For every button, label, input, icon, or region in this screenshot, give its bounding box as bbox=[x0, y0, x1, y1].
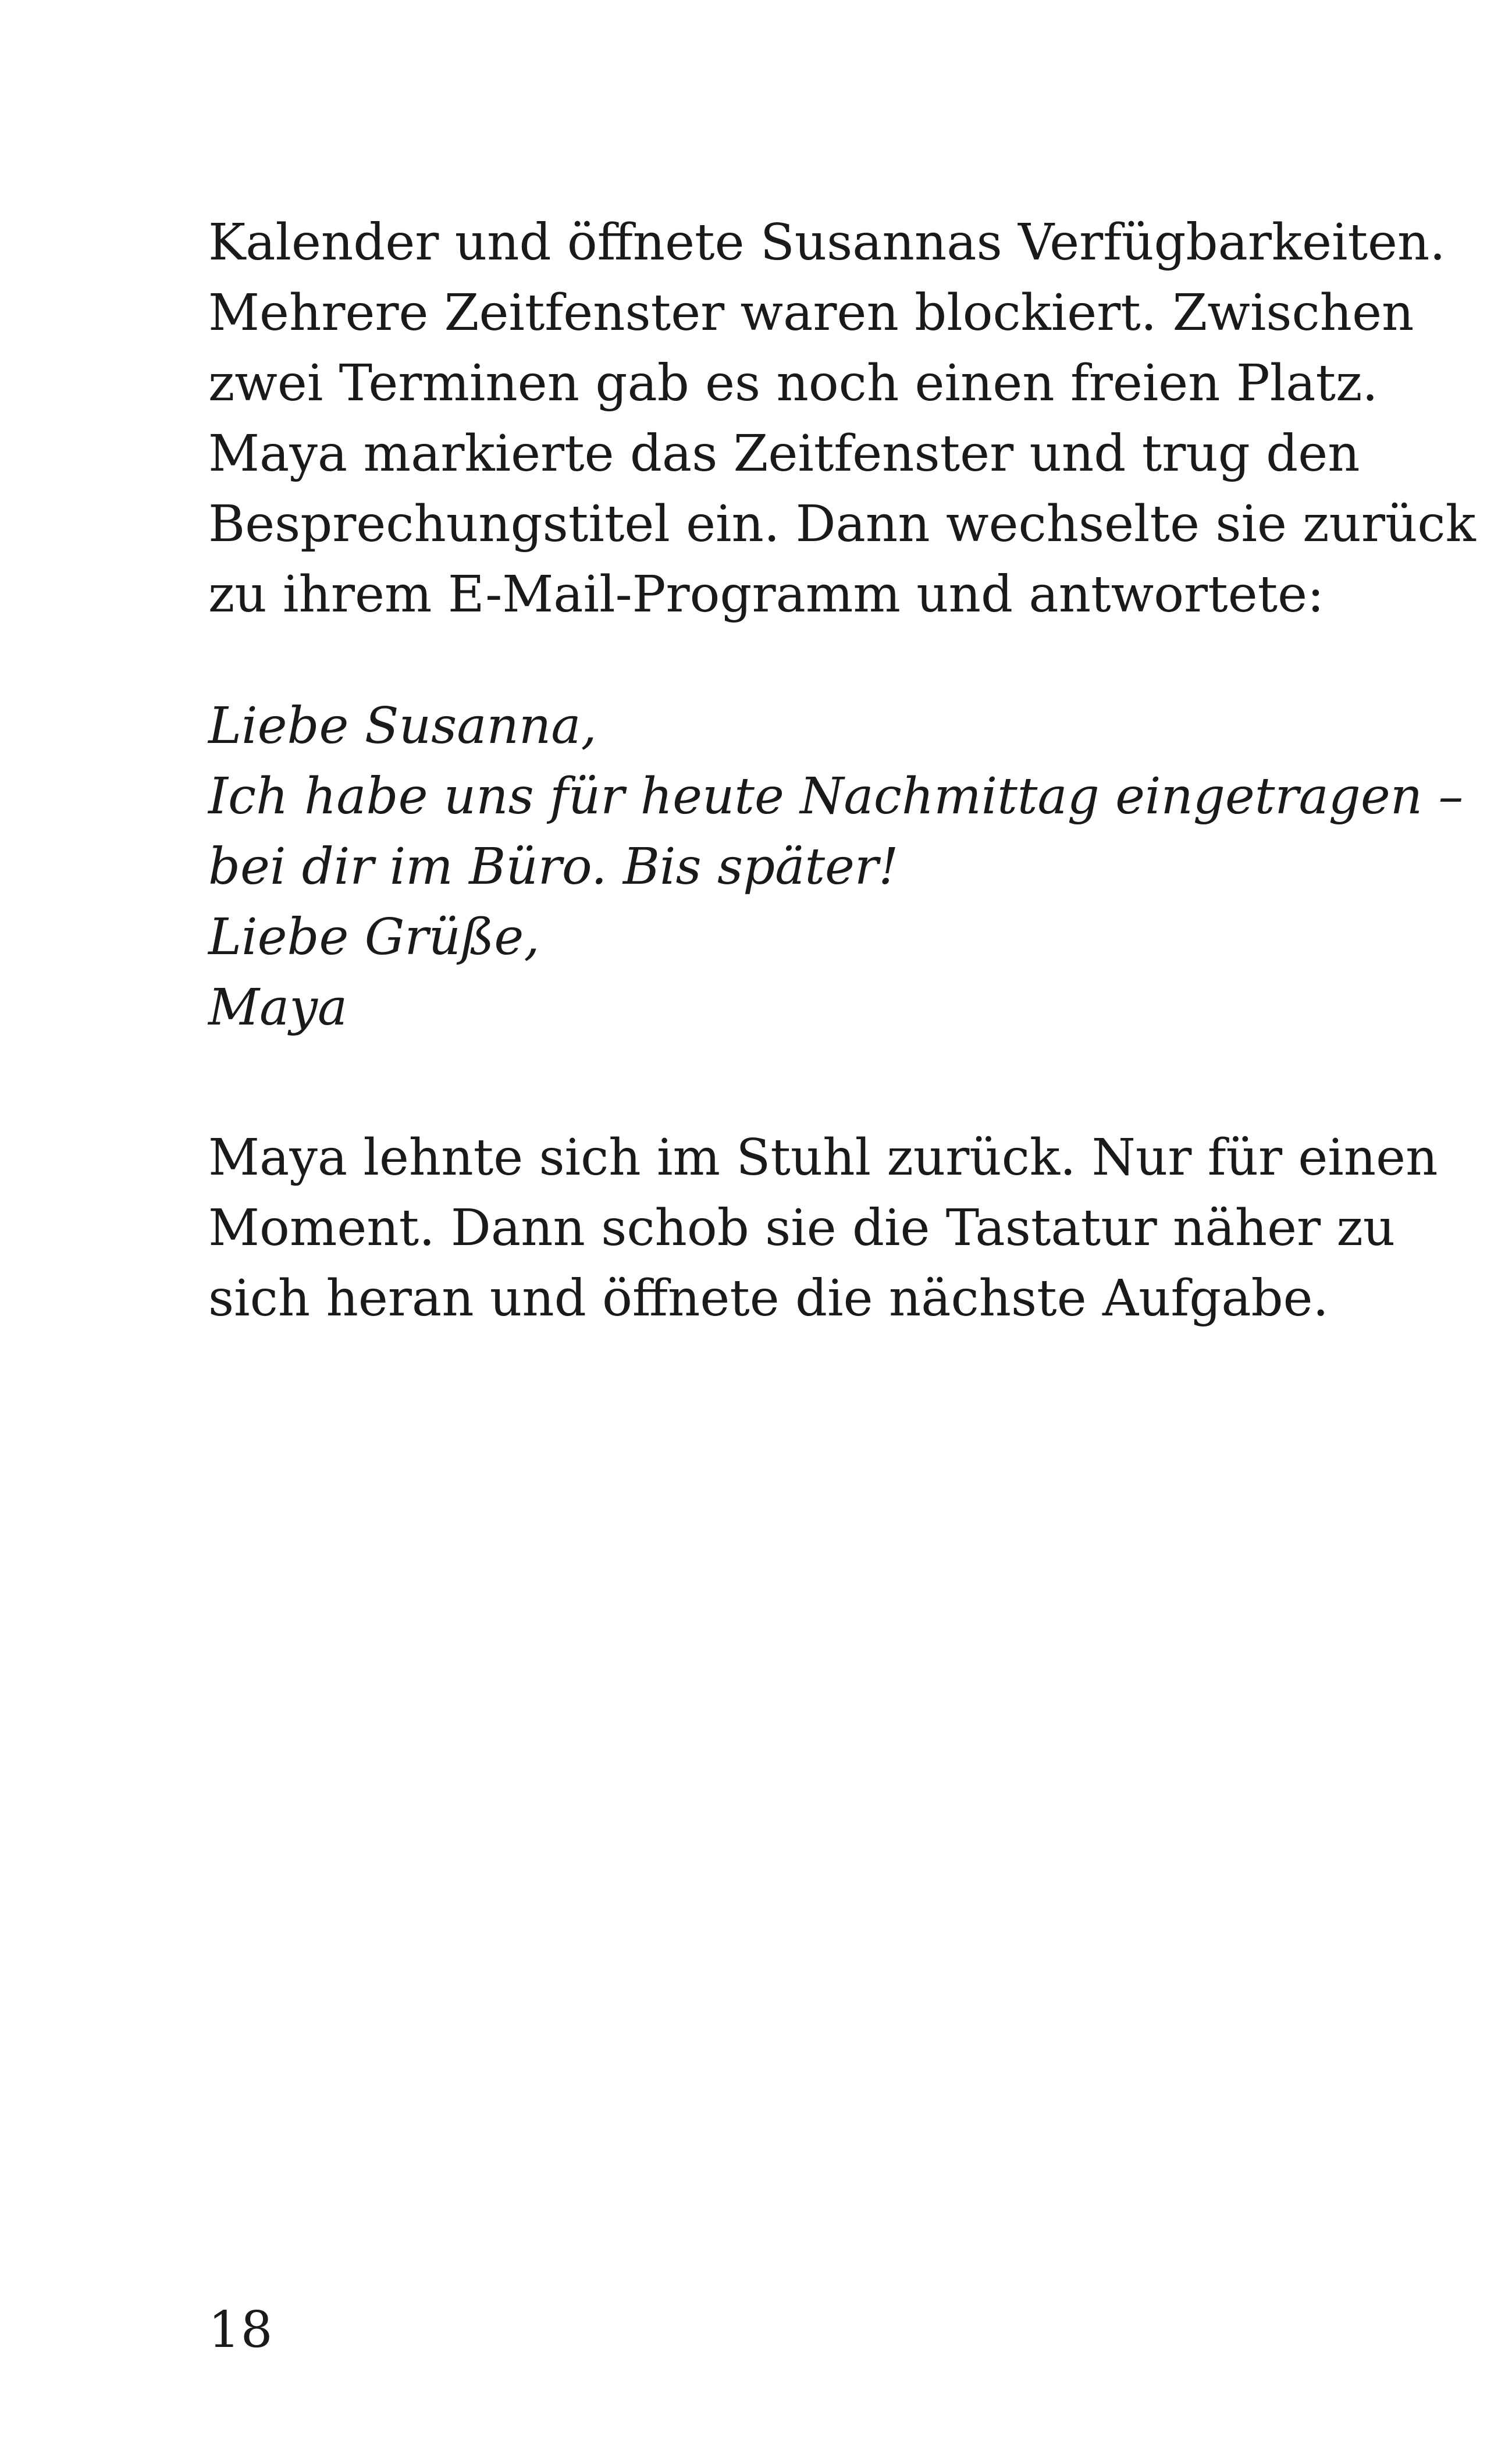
email-body-line: Ich habe uns für heute Nachmittag eingetragen – bbox=[208, 767, 1464, 826]
email-body-line: bei dir im Büro. Bis später! bbox=[208, 838, 899, 896]
text-line: zu ihrem E-Mail-Programm und antwortete: bbox=[208, 565, 1325, 624]
email-reply-quote bbox=[208, 691, 1464, 1043]
text-line: sich heran und öffnete die nächste Aufgabe. bbox=[208, 1269, 1329, 1328]
text-line: zwei Terminen gab es noch einen freien Platz. bbox=[208, 354, 1378, 412]
text-line: Moment. Dann schob sie die Tastatur näher zu bbox=[208, 1199, 1396, 1257]
page-number: 18 bbox=[208, 2301, 273, 2359]
paragraph-next-task bbox=[208, 1123, 1438, 1334]
email-closing: Liebe Grüße, bbox=[208, 908, 540, 966]
text-line: Maya markierte das Zeitfenster und trug den bbox=[208, 425, 1360, 483]
text-line: Kalender und öffnete Susannas Verfügbarkeiten. bbox=[208, 214, 1446, 272]
email-signature: Maya bbox=[208, 979, 348, 1037]
email-salutation: Liebe Susanna, bbox=[208, 697, 597, 755]
text-line: Besprechungstitel ein. Dann wechselte sie zurück bbox=[208, 495, 1476, 553]
paragraph-calendar bbox=[208, 208, 1476, 630]
text-line: Maya lehnte sich im Stuhl zurück. Nur für einen bbox=[208, 1129, 1438, 1187]
text-line: Mehrere Zeitfenster waren blockiert. Zwischen bbox=[208, 284, 1414, 342]
